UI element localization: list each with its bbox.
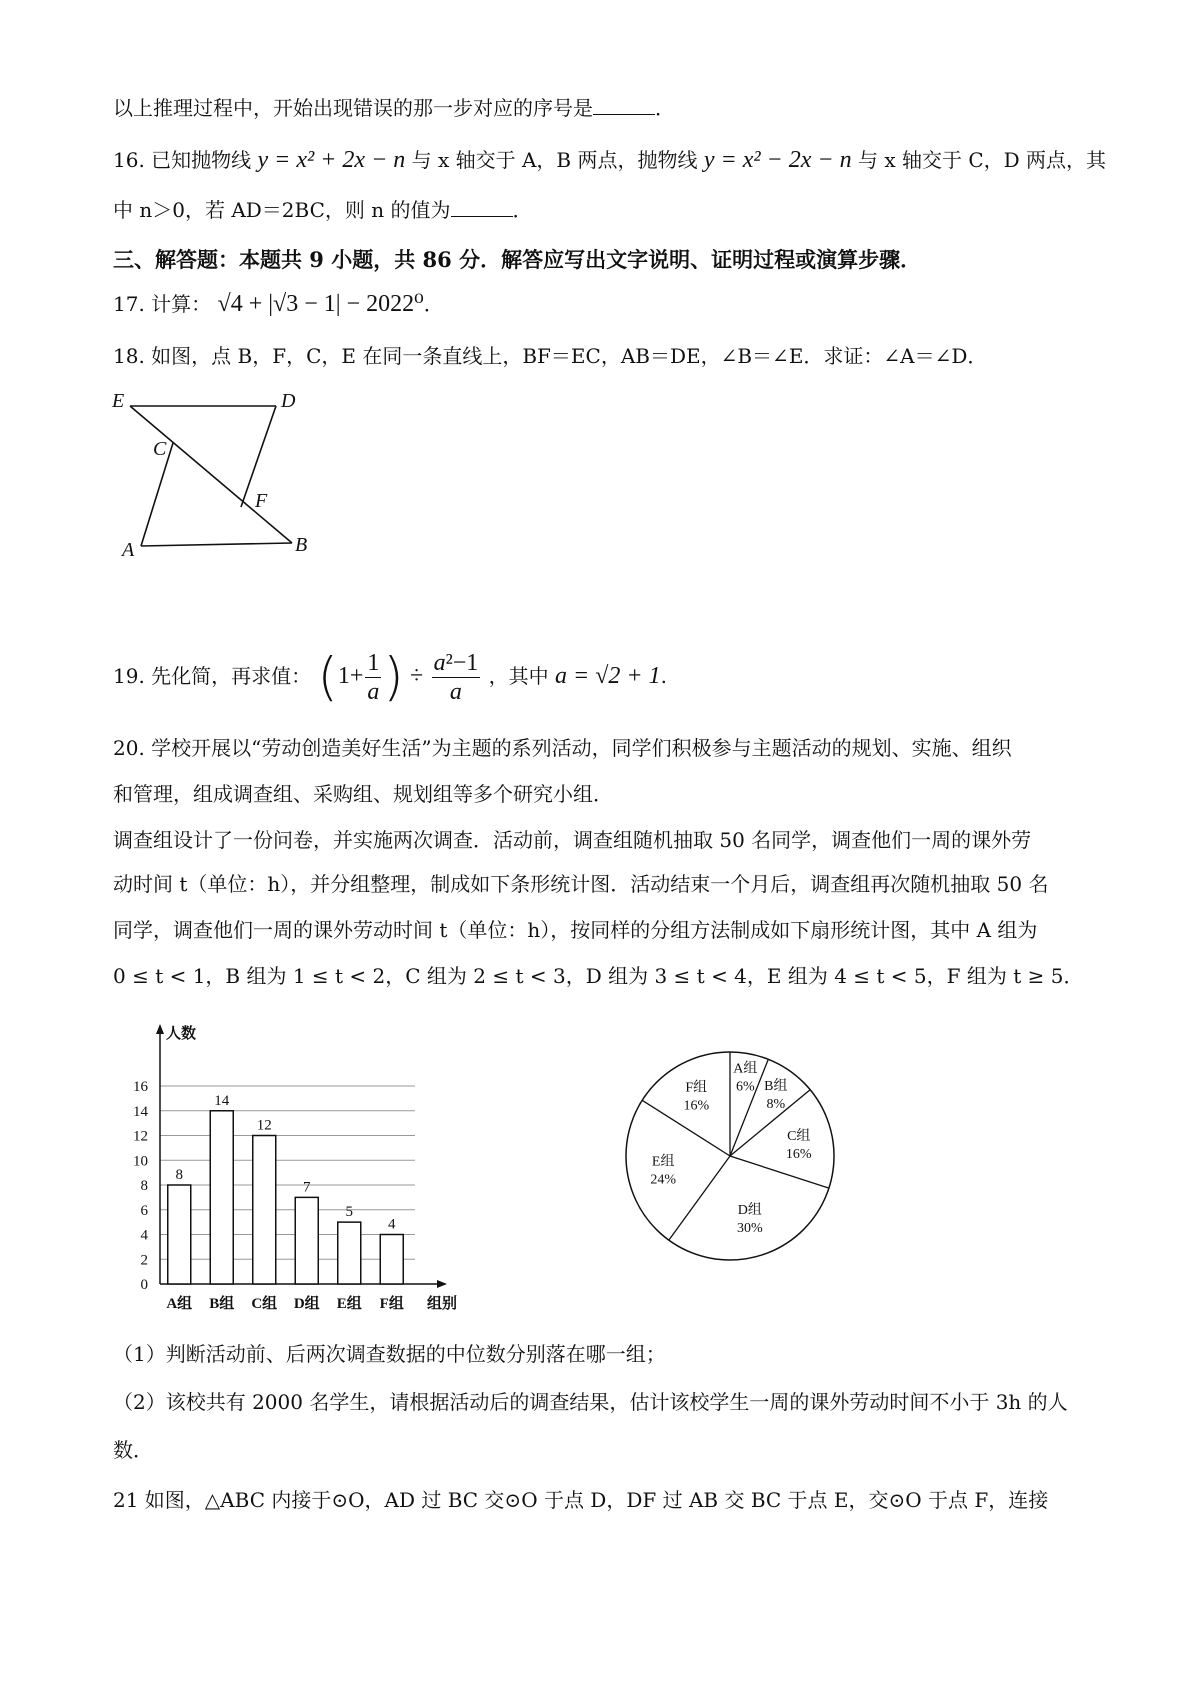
slice-label: D组: [737, 1202, 762, 1218]
slice-value-label: 24%: [650, 1172, 677, 1188]
category-label: F组: [379, 1296, 404, 1312]
slice-label: B组: [764, 1078, 788, 1094]
text: 19. 先化简，再求值：: [113, 664, 312, 688]
figure-18: [110, 380, 330, 570]
slice-value-label: 6%: [736, 1079, 755, 1095]
segment-ab: [141, 543, 292, 546]
bar-chart: [120, 1022, 500, 1322]
data-label: 7: [303, 1179, 311, 1196]
y-axis-arrow: [156, 1024, 164, 1034]
slice-label: C组: [787, 1128, 811, 1144]
category-label: E组: [336, 1296, 362, 1312]
label-b: B: [295, 534, 308, 556]
question-19: 19. 先化简，再求值： (1+ $\frac{1}{a}$ ) ÷ $\frac{\text{a²−1}}{a}$ ，其中 a = √2 + 1.: [113, 647, 667, 708]
data-label: 4: [388, 1216, 396, 1233]
answer-blank: [593, 94, 655, 115]
question-21: 21 如图，△ABC 内接于⊙O，AD 过 BC 交⊙O 于点 D，DF 过 AB 交 BC 于点 E，交⊙O 于点 F，连接: [113, 1488, 1049, 1512]
text: 与 x 轴交于 A，B 两点，抛物线: [411, 148, 698, 172]
question-20-line-2: 和管理，组成调查组、采购组、规划组等多个研究小组．: [113, 782, 613, 806]
slice-value-label: 8%: [766, 1096, 786, 1112]
y-tick-label: 10: [133, 1153, 148, 1170]
question-18: 18. 如图，点 B，F，C，E 在同一条直线上，BF＝EC，AB＝DE，∠B＝∠E．求证：∠A＝∠D．: [113, 344, 988, 368]
question-16-line-2: 中 n＞0，若 AD＝2BC，则 n 的值为 ．: [113, 198, 533, 222]
category-label: B组: [209, 1296, 235, 1312]
question-20-line-1: 20. 学校开展以“劳动创造美好生活”为主题的系列活动，同学们积极参与主题活动的规划、实施、组织: [113, 736, 1012, 760]
label-f: F: [255, 490, 268, 512]
equation: y = x² + 2x − n: [257, 147, 406, 173]
bar: [295, 1197, 318, 1284]
question-20-part-2: （2）该校共有 2000 名学生，请根据活动后的调查结果，估计该校学生一周的课外劳动时间不小于 3h 的人: [113, 1390, 1068, 1414]
question-17: 17. 计算： √4 + |√3 − 1| − 2022⁰．: [113, 291, 444, 317]
y-tick-label: 0: [140, 1277, 148, 1293]
x-axis-label: 组别: [427, 1296, 458, 1312]
y-tick-label: 2: [140, 1252, 148, 1269]
question-20-line-5: 同学，调查他们一周的课外劳动时间 t（单位：h），按同样的分组方法制成如下扇形统计图，其中 A 组为: [113, 918, 1038, 942]
question-20-line-4: 动时间 t（单位：h），并分组整理，制成如下条形统计图．活动结束一个月后，调查组再次随机抽取 50 名: [113, 872, 1049, 896]
slice-label: A组: [733, 1061, 758, 1077]
question-20-part-2-cont: 数．: [113, 1438, 153, 1462]
segment-eb: [130, 406, 292, 543]
text: 与 x 轴交于 C，D 两点，其: [857, 148, 1107, 172]
y-tick-label: 16: [133, 1079, 148, 1095]
y-axis-label: 人数: [166, 1026, 197, 1042]
equation: a = √2 + 1: [555, 663, 661, 689]
x-axis-arrow: [437, 1280, 447, 1288]
question-20-line-6: 0 ≤ t < 1，B 组为 1 ≤ t < 2，C 组为 2 ≤ t < 3，D 组为 3 ≤ t < 4，E 组为 4 ≤ t < 5，F 组为 t ≥ 5．: [113, 964, 1084, 988]
text: 中 n＞0，若 AD＝2BC，则 n 的值为: [113, 198, 451, 222]
question-20-part-1: （1）判断活动前、后两次调查数据的中位数分别落在哪一组；: [113, 1342, 666, 1366]
equation: √4 + |√3 − 1| − 2022⁰: [217, 291, 424, 317]
text: ，其中: [488, 664, 549, 688]
slice-value-label: 30%: [736, 1220, 763, 1236]
y-tick-label: 8: [140, 1178, 148, 1194]
label-e: E: [112, 390, 125, 412]
category-label: C组: [251, 1296, 278, 1312]
data-label: 8: [175, 1167, 183, 1183]
fraction-1-over-a: $\frac{1}{a}$: [367, 650, 380, 705]
data-label: 14: [214, 1092, 230, 1109]
label-a: A: [122, 539, 135, 561]
bar: [338, 1222, 361, 1284]
y-tick-label: 4: [140, 1227, 148, 1244]
bar: [210, 1111, 233, 1284]
section-3-heading: 三、解答题：本题共 9 小题，共 86 分．解答应写出文字说明、证明过程或演算步骤．: [113, 247, 922, 272]
pie-chart: [600, 1026, 860, 1286]
y-tick-label: 12: [133, 1128, 148, 1145]
text: 16. 已知抛物线: [113, 148, 252, 172]
bar: [168, 1185, 191, 1284]
data-label: 5: [345, 1204, 353, 1221]
equation: y = x² − 2x − n: [703, 147, 852, 173]
category-label: A组: [166, 1296, 193, 1312]
slice-value-label: 16%: [683, 1098, 710, 1114]
bar: [380, 1235, 403, 1285]
fraction-a2-minus-1-over-a: $\frac{\text{a²−1}}{a}$: [433, 650, 479, 705]
y-tick-label: 14: [133, 1103, 148, 1120]
slice-value-label: 16%: [785, 1146, 812, 1162]
label-c: C: [153, 438, 167, 460]
slice-label: E组: [651, 1154, 675, 1170]
label-d: D: [281, 390, 296, 412]
question-16-line-1: [113, 146, 1106, 174]
answer-blank: [451, 196, 513, 217]
data-label: 12: [256, 1117, 272, 1134]
text: 以上推理过程中，开始出现错误的那一步对应的序号是: [113, 96, 593, 120]
y-tick-label: 6: [140, 1202, 148, 1219]
question-20-line-3: 调查组设计了一份问卷，并实施两次调查．活动前，调查组随机抽取 50 名同学，调查他们一周的课外劳: [113, 828, 1032, 852]
prev-question-tail: 以上推理过程中，开始出现错误的那一步对应的序号是 ．: [113, 96, 675, 120]
bar: [253, 1136, 276, 1285]
slice-label: F组: [685, 1080, 708, 1096]
category-label: D组: [293, 1296, 320, 1312]
text: 17. 计算：: [113, 292, 212, 316]
